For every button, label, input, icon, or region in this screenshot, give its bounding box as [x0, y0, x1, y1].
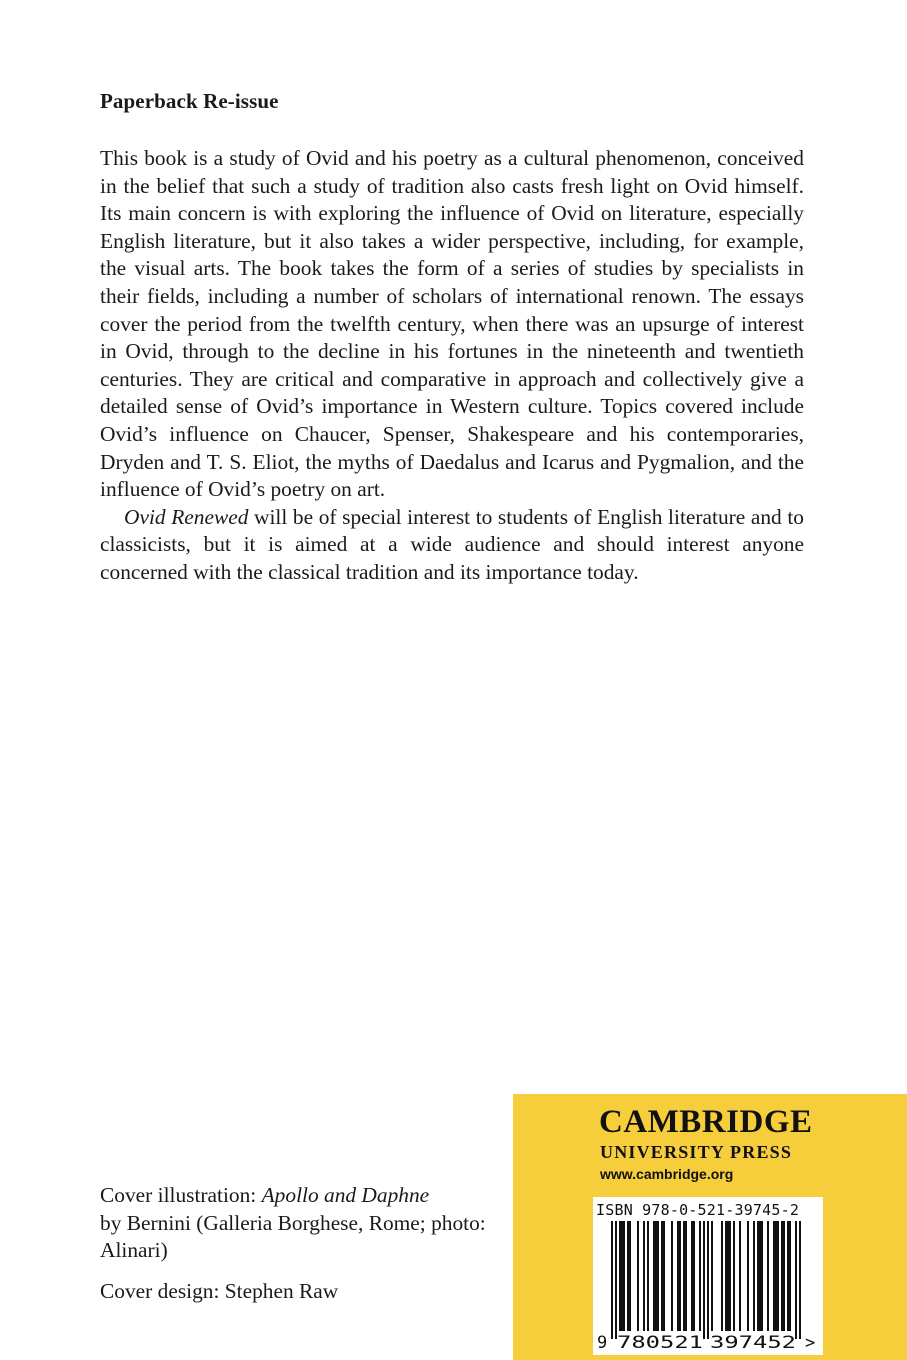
barcode-bar	[733, 1221, 735, 1331]
barcode-bar	[721, 1221, 723, 1331]
barcode-bar	[799, 1221, 801, 1339]
isbn-barcode	[593, 1197, 823, 1355]
cover-credits	[100, 1182, 500, 1305]
barcode-bar	[619, 1221, 625, 1331]
barcode-graphic	[593, 1197, 823, 1355]
barcode-bar	[637, 1221, 639, 1331]
book-title: Ovid Renewed	[124, 504, 249, 529]
description-paragraph-2-rest: will be of special interest to students of English literature and to classicists, but it is aimed at a wide audience and should interest anyone concerned with the classical tradition and its importance today.	[100, 504, 804, 584]
barcode-bar	[707, 1221, 709, 1339]
barcode-bar	[661, 1221, 665, 1331]
barcode-bar	[615, 1221, 617, 1339]
barcode-bar	[683, 1221, 687, 1331]
barcode-bar	[647, 1221, 649, 1331]
cover-illustration-credit	[100, 1182, 500, 1265]
barcode-bar	[795, 1221, 797, 1339]
illustration-prefix: Cover illustration:	[100, 1183, 262, 1207]
barcode-bar	[671, 1221, 673, 1331]
barcode-bars	[611, 1221, 801, 1339]
barcode-bar	[711, 1221, 713, 1331]
barcode-bar	[691, 1221, 695, 1331]
barcode-bar	[703, 1221, 705, 1339]
description-paragraph-1: This book is a study of Ovid and his poetry as a cultural phenomenon, conceived in the belief that such a study of tradition also casts fresh light on Ovid himself. Its main concern is with exploring the influence of Ovid on literature, especially English literature, but it also takes a wider perspective, including, for example, the visual arts. The book takes the form of a series of studies by specialists in their fields, including a number of scholars of international renown. The essays cover the period from the twelfth century, when there was an upsurge of interest in Ovid, through to the decline in his fortunes in the nineteenth and twentieth centuries. They are critical and comparative in approach and collectively give a detailed sense of Ovid’s importance in Western culture. Topics covered include Ovid’s influence on Chaucer, Spenser, Shakespeare and his contemporaries, Dryden and T. S. Eliot, the myths of Daedalus and Icarus and Pygmalion, and the influence of Ovid’s poetry on art.	[100, 146, 804, 502]
barcode-bar	[773, 1221, 779, 1331]
barcode-bar	[653, 1221, 659, 1331]
barcode-bar	[643, 1221, 645, 1331]
isbn-label: ISBN 978-0-521-39745-2	[596, 1201, 800, 1219]
barcode-bar	[781, 1221, 785, 1331]
barcode-bar	[627, 1221, 631, 1331]
publisher-subtitle: UNIVERSITY PRESS	[600, 1142, 793, 1162]
barcode-bar	[699, 1221, 701, 1331]
description-text	[100, 145, 804, 587]
publisher-name: CAMBRIDGE	[599, 1104, 813, 1140]
barcode-end-mark: >	[805, 1333, 816, 1353]
barcode-right-digits: 397452	[710, 1333, 796, 1353]
barcode-bar	[767, 1221, 769, 1331]
barcode-bar	[757, 1221, 763, 1331]
illustration-details: by Bernini (Galleria Borghese, Rome; photo: Alinari)	[100, 1210, 486, 1263]
barcode-bar	[677, 1221, 681, 1331]
barcode-bar	[747, 1221, 749, 1331]
barcode-bar	[611, 1221, 613, 1339]
publisher-website: www.cambridge.org	[600, 1166, 734, 1182]
barcode-bar	[753, 1221, 755, 1331]
barcode-left-digits: 780521	[617, 1333, 703, 1353]
description-paragraph-2	[100, 504, 804, 587]
barcode-bar	[787, 1221, 791, 1331]
illustration-title: Apollo and Daphne	[261, 1183, 430, 1207]
barcode-bar	[725, 1221, 731, 1331]
section-heading: Paperback Re-issue	[100, 89, 279, 113]
barcode-first-digit: 9	[597, 1333, 608, 1353]
cover-design-credit: Cover design: Stephen Raw	[100, 1278, 339, 1303]
publisher-panel	[513, 1094, 907, 1360]
barcode-bar	[739, 1221, 741, 1331]
